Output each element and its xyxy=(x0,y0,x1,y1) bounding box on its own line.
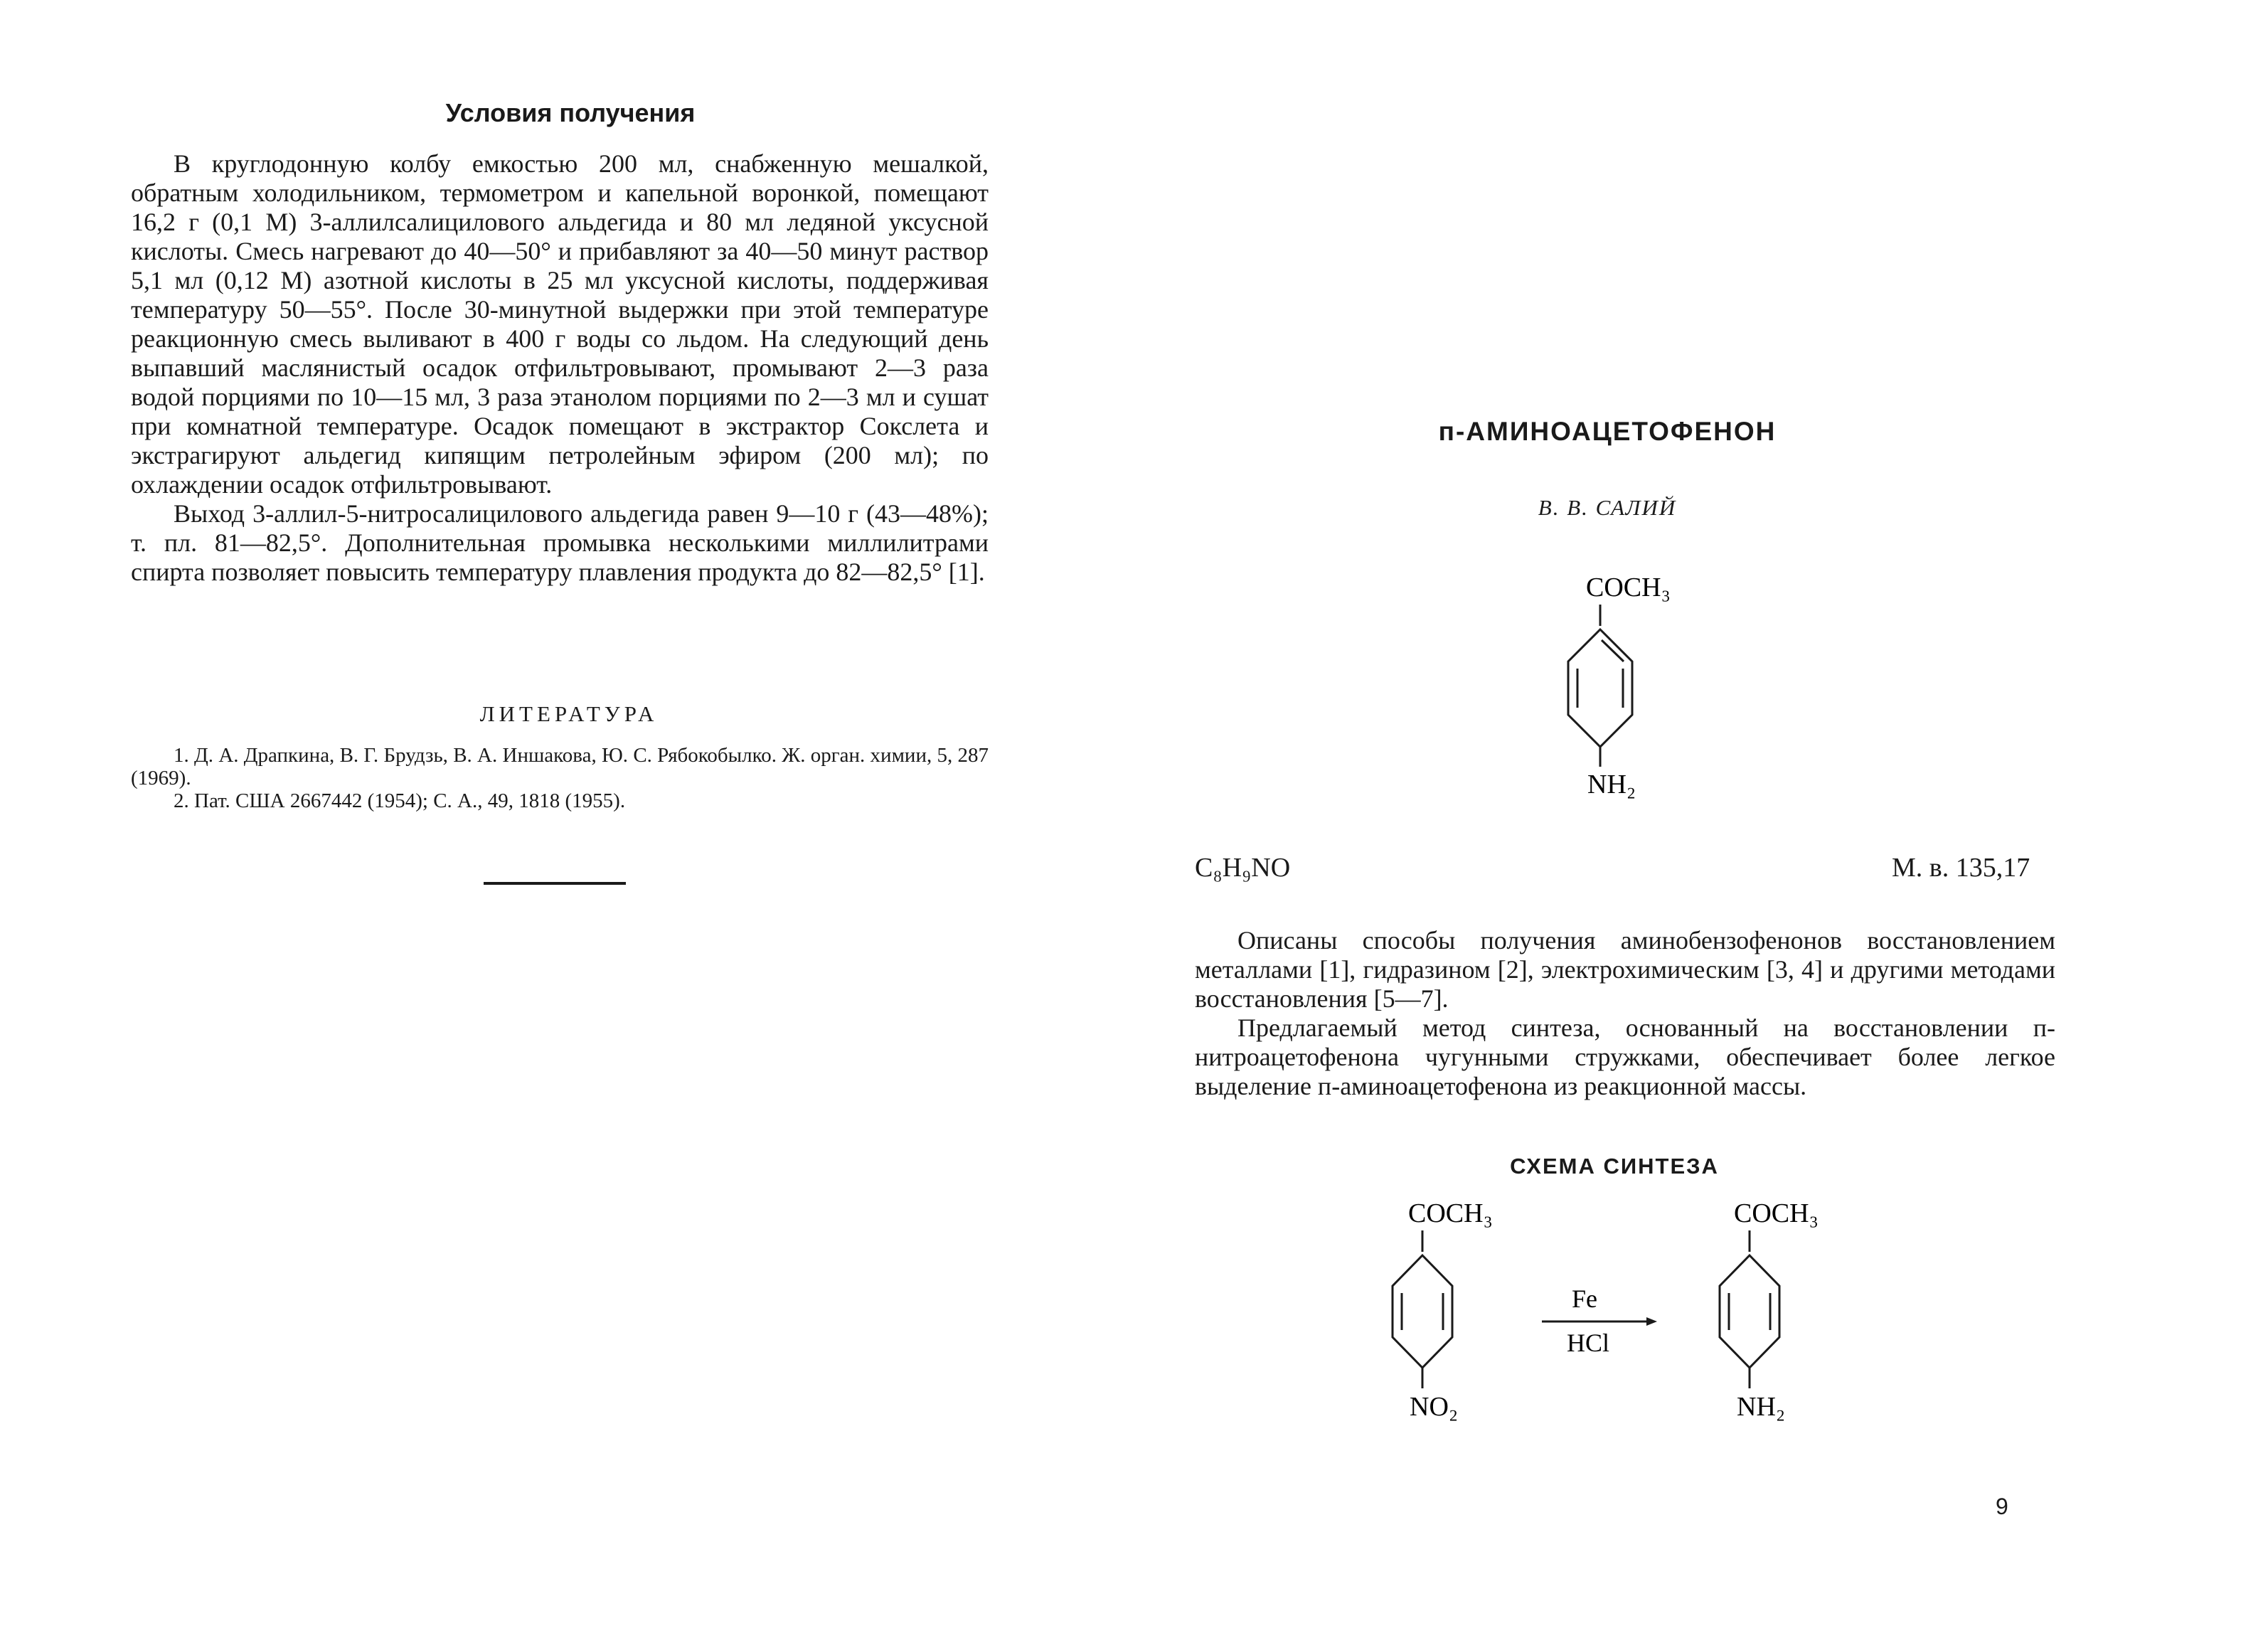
reference-2: 2. Пат. США 2667442 (1954); С. А., 49, 1818 (1955). xyxy=(174,789,626,812)
molecular-formula: C₈H₉NO xyxy=(1195,853,1291,883)
reactant-bottom-group: NO₂ xyxy=(1410,1392,1459,1422)
reactant-top-group: COCH₃ xyxy=(1408,1198,1493,1228)
reagent-above: Fe xyxy=(1572,1285,1597,1313)
paragraph-2: Выход 3-аллил-5-нитросалицилового альдегида равен 9—10 г (43—48%); т. пл. 81—82,5°. Дополнительная промывка несколькими миллилитрами спирта позволяет повысить температуру плавления продукта до 82—82,5° [1]. xyxy=(131,499,989,586)
paragraph-1: Описаны способы получения аминобензофенонов восстановлением металлами [1], гидразином [2], электрохимическим [3, 4] и другими методами восстановления [5—7]. xyxy=(1195,926,2055,1013)
reference-1: 1. Д. А. Драпкина, В. Г. Брудзь, В. А. Иншакова, Ю. С. Рябокобылко. Ж. орган. химии, 5, 287 (1969). xyxy=(131,744,989,789)
section-divider xyxy=(484,882,626,885)
structure-bottom-group: NH₂ xyxy=(1587,770,1636,799)
reagent-below: HCl xyxy=(1567,1329,1610,1357)
literature-title: ЛИТЕРАТУРА xyxy=(479,701,659,726)
compound-title: п-АМИНОАЦЕТОФЕНОН xyxy=(1438,417,1777,446)
section-title: Условия получения xyxy=(445,98,696,127)
paragraph-1: В круглодонную колбу емкостью 200 мл, снабженную мешалкой, обратным холодильником, термометром и капельной воронкой, помещают 16,2 г (0,1 М) 3-аллилсалицилового альдегида и 80 мл ледяной уксусной кислоты. Смесь нагревают до 40—50° и прибавляют за 40—50 минут раствор 5,1 мл (0,12 М) азотной кислоты в 25 мл уксусной кислоты, поддерживая температуру 50—55°. После 30-минутной выдержки при этой температуре реакционную смесь выливают в 400 г воды со льдом. На следующий день выпавший маслянистый осадок отфильтровывают, промывают 2—3 раза водой порциями по 10—15 мл, 3 раза этанолом порциями по 2—3 мл и сушат при комнатной температуре. Осадок помещают в экстрактор Сокслета и экстрагируют альдегид кипящим петролейным эфиром (200 мл); по охлаждении осадок отфильтровывают. xyxy=(131,149,989,499)
structure-aminoacetophenone xyxy=(1529,569,1700,832)
product-top-group: COCH₃ xyxy=(1734,1198,1819,1228)
references-list xyxy=(131,744,989,812)
scheme-title: СХЕМА СИНТЕЗА xyxy=(1510,1154,1719,1179)
molecular-weight: М. в. 135,17 xyxy=(1892,853,2030,883)
product-bottom-group: NH₂ xyxy=(1737,1392,1786,1422)
synthesis-scheme xyxy=(1365,1195,1878,1451)
structure-top-group: COCH₃ xyxy=(1586,573,1671,602)
left-body-text xyxy=(131,149,989,587)
right-body-text xyxy=(1195,926,2055,1101)
page-number: 9 xyxy=(1996,1494,2008,1519)
author-name: В. В. САЛИЙ xyxy=(1538,495,1677,520)
arrow-head xyxy=(1646,1317,1657,1326)
paragraph-2: Предлагаемый метод синтеза, основанный на восстановлении п-нитроацетофенона чугунными стружками, обеспечивает более легкое выделение п-аминоацетофенона из реакционной массы. xyxy=(1195,1014,2055,1100)
